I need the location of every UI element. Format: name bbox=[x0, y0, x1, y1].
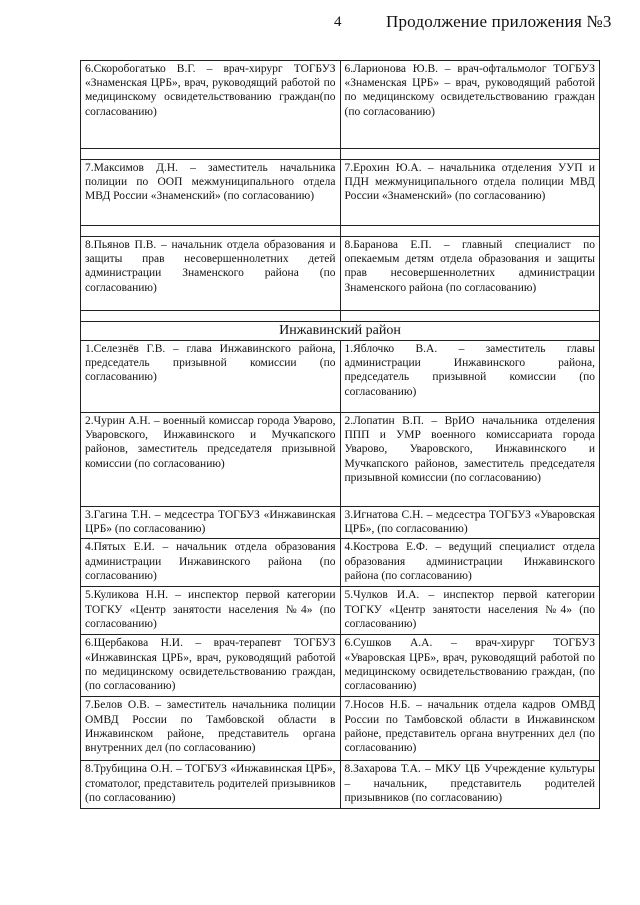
table-row bbox=[81, 341, 600, 413]
section-title: Инжавинский район bbox=[81, 322, 600, 341]
gap-row bbox=[81, 311, 600, 322]
section-row bbox=[81, 322, 600, 341]
left-cell: 6.Скоробогатько В.Г. – врач-хирург ТОГБУЗ «Знаменская ЦРБ», врач, руководящий работой по медицинскому освидетельствованию граждан(по согласованию) bbox=[81, 61, 341, 149]
right-cell: 7.Ерохин Ю.А. – начальника отделения УУП и ПДН межмуниципального отдела полиции МВД России «Знаменский» (по согласованию) bbox=[340, 160, 600, 226]
left-cell: 2.Чурин А.Н. – военный комиссар города Уварово, Уваровского, Инжавинского и Мучкапского районов, заместитель председателя призывной комиссии (по согласованию) bbox=[81, 413, 341, 507]
left-cell: 4.Пятых Е.И. – начальник отдела образования администрации Инжавинского района (по согласованию) bbox=[81, 539, 341, 587]
right-cell: 6.Сушков А.А. – врач-хирург ТОГБУЗ «Уваровская ЦРБ», врач, руководящий работой по медицинскому освидетельствованию граждан, (по согласованию) bbox=[340, 635, 600, 697]
left-cell: 7.Белов О.В. – заместитель начальника полиции ОМВД России по Тамбовской области в Инжавинском районе, представитель органа внутренних дел (по согласованию) bbox=[81, 697, 341, 761]
right-cell: 1.Яблочко В.А. – заместитель главы администрации Инжавинского района, председатель призывной комиссии (по согласованию) bbox=[340, 341, 600, 413]
right-cell: 3.Игнатова С.Н. – медсестра ТОГБУЗ «Уваровская ЦРБ», (по согласованию) bbox=[340, 507, 600, 539]
commission-table bbox=[80, 60, 600, 809]
left-cell: 5.Куликова Н.Н. – инспектор первой категории ТОГКУ «Центр занятости населения №4» (по согласованию) bbox=[81, 587, 341, 635]
table-row bbox=[81, 697, 600, 761]
table-row bbox=[81, 761, 600, 809]
left-cell: 3.Гагина Т.Н. – медсестра ТОГБУЗ «Инжавинская ЦРБ» (по согласованию) bbox=[81, 507, 341, 539]
table-row bbox=[81, 413, 600, 507]
left-cell: 8.Пьянов П.В. – начальник отдела образования и защиты прав несовершеннолетних детей администрации Знаменского района (по согласованию) bbox=[81, 237, 341, 311]
left-cell: 6.Щербакова Н.И. – врач-терапевт ТОГБУЗ «Инжавинская ЦРБ», врач, руководящий работой по медицинскому освидетельствованию граждан, (по согласованию) bbox=[81, 635, 341, 697]
table-row bbox=[81, 587, 600, 635]
table-row bbox=[81, 237, 600, 311]
gap-row bbox=[81, 226, 600, 237]
table-row bbox=[81, 507, 600, 539]
left-cell: 1.Селезнёв Г.В. – глава Инжавинского района, председатель призывной комиссии (по согласованию) bbox=[81, 341, 341, 413]
right-cell: 7.Носов Н.Б. – начальник отдела кадров ОМВД России по Тамбовской области в Инжавинском районе, представитель органа внутренних дел (по согласованию) bbox=[340, 697, 600, 761]
right-cell: 8.Баранова Е.П. – главный специалист по опекаемым детям отдела образования и защиты прав несовершеннолетних администрации Знаменского района (по согласованию) bbox=[340, 237, 600, 311]
right-cell: 2.Лопатин В.П. – ВрИО начальника отделения ППП и УМР военного комиссариата города Уварово, Уваровского, Инжавинского и Мучкапского районов, заместитель председателя призывной комиссии (по согласованию) bbox=[340, 413, 600, 507]
right-cell: 6.Ларионова Ю.В. – врач-офтальмолог ТОГБУЗ «Знаменская ЦРБ» – врач, руководящий работой по медицинскому освидетельствованию граждан (по согласованию) bbox=[340, 61, 600, 149]
table-row bbox=[81, 160, 600, 226]
right-cell: 5.Чулков И.А. – инспектор первой категории ТОГКУ «Центр занятости населения №4» (по согласованию) bbox=[340, 587, 600, 635]
left-cell: 7.Максимов Д.Н. – заместитель начальника полиции по ООП межмуниципального отдела МВД России «Знаменский» (по согласованию) bbox=[81, 160, 341, 226]
page-header: Продолжение приложения №3 bbox=[386, 12, 612, 31]
right-cell: 4.Кострова Е.Ф. – ведущий специалист отдела образования администрации Инжавинского района (по согласованию) bbox=[340, 539, 600, 587]
page-number: 4 bbox=[334, 14, 342, 30]
right-cell: 8.Захарова Т.А. – МКУ ЦБ Учреждение культуры – начальник, представитель родителей призывников (по согласованию) bbox=[340, 761, 600, 809]
table-row bbox=[81, 635, 600, 697]
table-row bbox=[81, 61, 600, 149]
left-cell: 8.Трубицина О.Н. – ТОГБУЗ «Инжавинская ЦРБ», стоматолог, представитель родителей призывников (по согласованию) bbox=[81, 761, 341, 809]
gap-row bbox=[81, 149, 600, 160]
table-row bbox=[81, 539, 600, 587]
